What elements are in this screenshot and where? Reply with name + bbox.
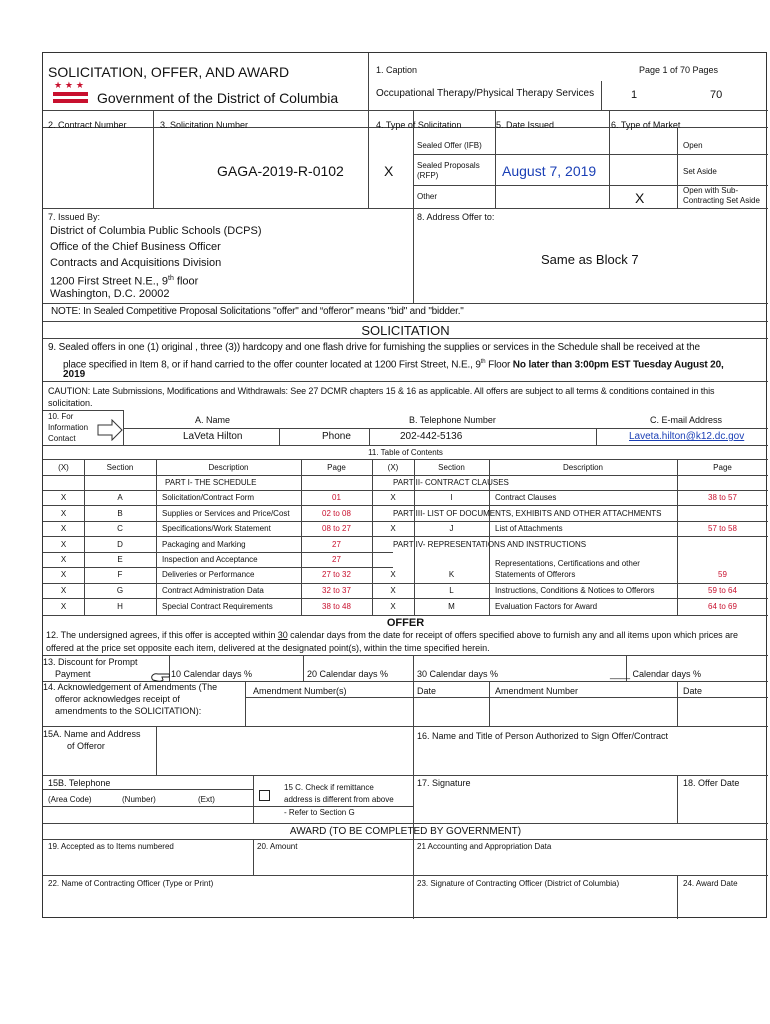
other-label: Other: [417, 192, 438, 201]
sealed-proposals-label: Sealed Proposals (RFP): [417, 161, 480, 180]
name-15a-label-2: of Offeror: [67, 741, 105, 751]
ack-label-1: 14. Acknowledgement of Amendments (The: [43, 682, 218, 692]
rule: [489, 681, 490, 726]
toc-part2: PART II- CONTRACT CLAUSES: [393, 478, 509, 487]
rule: [43, 839, 768, 840]
contact-label-1: 10. For: [48, 412, 74, 421]
rule: [43, 410, 123, 411]
rule: [156, 726, 157, 775]
discount-label-2: Payment: [55, 669, 91, 679]
telephone-15b-label: 15B. Telephone: [48, 778, 111, 788]
toc-left-page: 32 to 37: [322, 586, 351, 595]
rule: [413, 726, 414, 839]
discount-20-days: 20 Calendar days %: [307, 669, 389, 679]
toc-left-desc: Special Contract Requirements: [162, 602, 273, 611]
discount-10-days: 10 Calendar days %: [171, 669, 253, 679]
item12-line2: offered at the price set opposite each item, delivered at the designated point(s), within the time specified herein.: [46, 643, 490, 653]
issued-by-label: 7. Issued By:: [48, 212, 101, 222]
remittance-check-label-1: 15 C. Check if remittance: [284, 783, 374, 792]
rule: [43, 823, 768, 824]
rule: [413, 839, 414, 919]
toc-right-desc: Representations, Certifications and other: [495, 559, 640, 568]
toc-right-desc: Evaluation Factors for Award: [495, 602, 598, 611]
rule: [43, 208, 768, 209]
rule: [368, 110, 369, 208]
toc-left-desc: Solicitation/Contract Form: [162, 493, 255, 502]
solicitation-heading: SOLICITATION: [361, 323, 450, 338]
item9-line1: 9. Sealed offers in one (1) original , three (3)) hardcopy and one flash drive for furnishing the supplies or services in the Schedule shall be received at the: [48, 342, 700, 353]
contact-phone: 202-442-5136: [400, 431, 463, 442]
rule: [677, 127, 678, 208]
toc-left-x: X: [60, 509, 67, 518]
toc-left-page: 38 to 48: [322, 602, 351, 611]
rule: [413, 154, 768, 155]
rule: [601, 81, 602, 110]
contact-label-2: Information: [48, 423, 89, 432]
page-current: 1: [631, 89, 638, 101]
toc-right-sec: K: [448, 570, 455, 579]
rule: [303, 655, 304, 681]
rule: [369, 428, 370, 445]
contact-name: LaVeta Hilton: [183, 431, 243, 442]
checkbox-icon[interactable]: [259, 790, 270, 801]
toc-left-x: X: [60, 570, 67, 579]
toc-title: 11. Table of Contents: [368, 448, 443, 457]
toc-right-desc: Contract Clauses: [495, 493, 557, 502]
toc-left-page: 02 to 08: [322, 509, 351, 518]
rule: [123, 410, 124, 445]
toc-right-page: 59: [718, 570, 727, 579]
signature-17-label: 17. Signature: [417, 778, 471, 788]
rule: [43, 806, 413, 807]
toc-part3: PART III- LIST OF DOCUMENTS, EXHIBITS AND OTHER ATTACHMENTS: [393, 509, 662, 518]
item21-label: 21 Accounting and Appropriation Data: [417, 842, 552, 851]
toc-header: Page: [327, 463, 346, 472]
contract-number-label: 2. Contract Number: [48, 120, 127, 130]
item23-label: 23. Signature of Contracting Officer (District of Columbia): [417, 879, 620, 888]
contact-label-3: Contact: [48, 434, 76, 443]
date-issued-label: 5. Date Issued: [496, 120, 555, 130]
name-15a-label-1: 15A. Name and Address: [43, 729, 141, 739]
market-sub-contracting: Open with Sub-Contracting Set Aside: [683, 186, 760, 205]
note-text: NOTE: In Sealed Competitive Proposal Solicitations "offer" and “offeror” means "bid" and "bidder.": [51, 306, 464, 317]
date-issued: August 7, 2019: [502, 163, 597, 179]
rule: [413, 655, 414, 726]
item16-label: 16. Name and Title of Person Authorized to Sign Offer/Contract: [417, 731, 668, 741]
toc-right-sec: I: [450, 493, 453, 502]
toc-left-desc: Packaging and Marking: [162, 540, 246, 549]
item19-label: 19. Accepted as to Items numbered: [48, 842, 174, 851]
toc-right-x: X: [390, 586, 396, 595]
toc-left-sec: C: [117, 524, 123, 533]
toc-left-desc: Specifications/Work Statement: [162, 524, 271, 533]
discount-blank-days: ____ Calendar days %: [610, 669, 702, 679]
rule: [677, 875, 678, 919]
rule: [156, 459, 157, 615]
dc-flag-icon: [53, 81, 89, 105]
rule: [43, 521, 768, 522]
toc-left-desc: Inspection and Acceptance: [162, 555, 258, 564]
toc-right-desc: List of Attachments: [495, 524, 563, 533]
toc-part1: PART I- THE SCHEDULE: [165, 478, 257, 487]
toc-left-sec: A: [117, 493, 123, 502]
issued-by-line1: District of Columbia Public Schools (DCPS): [50, 225, 262, 237]
ack-label-3: amendments to the SOLICITATION):: [55, 706, 202, 716]
toc-right-page: 38 to 57: [708, 493, 737, 502]
rule: [43, 536, 768, 537]
award-heading: AWARD (TO BE COMPLETED BY GOVERNMENT): [289, 826, 522, 837]
item12-line1: 12. The undersigned agrees, if this offer is accepted within 30 calendar days from the date for receipt of offers specified above to furnish any and all items upon which prices are: [46, 630, 738, 640]
rule: [279, 428, 280, 445]
form-title: SOLICITATION, OFFER, AND AWARD: [48, 64, 290, 80]
toc-right-page: 59 to 64: [708, 586, 737, 595]
remittance-check-label-2: address is different from above: [284, 795, 394, 804]
amendment-date-label-2: Date: [683, 686, 703, 696]
toc-left-sec: B: [117, 509, 123, 518]
contact-phone-label: B. Telephone Number: [409, 415, 496, 425]
toc-right-page: 57 to 58: [708, 524, 737, 533]
solicitation-form: [42, 52, 767, 918]
item24-label: 24. Award Date: [683, 879, 738, 888]
toc-header: Description: [208, 463, 249, 472]
rule: [43, 789, 253, 790]
toc-part4: PART IV- REPRESENTATIONS AND INSTRUCTIONS: [393, 540, 587, 549]
rule: [43, 445, 768, 446]
sealed-offer-label: Sealed Offer (IFB): [417, 141, 482, 150]
area-code-label: (Area Code): [48, 795, 92, 804]
rule: [677, 681, 678, 726]
toc-right-sec: M: [448, 602, 455, 611]
toc-header: (X): [58, 463, 69, 472]
rule: [43, 321, 768, 322]
item22-label: 22. Name of Contracting Officer (Type or Print): [48, 879, 214, 888]
toc-right-desc: Instructions, Conditions & Notices to Offerors: [495, 586, 655, 595]
toc-header: Page: [713, 463, 732, 472]
toc-left-page: 27 to 32: [322, 570, 351, 579]
rule: [609, 110, 610, 208]
contact-phone-word: Phone: [322, 431, 351, 442]
rule: [43, 459, 768, 460]
rule: [245, 697, 768, 698]
page-label: Page 1 of 70 Pages: [639, 65, 719, 75]
toc-right-desc: Statements of Offerors: [495, 570, 576, 579]
toc-left-x: X: [60, 555, 67, 564]
rule: [413, 110, 414, 303]
offer-heading: OFFER: [386, 617, 425, 629]
solicitation-number: GAGA-2019-R-0102: [217, 163, 344, 179]
rule: [43, 490, 768, 491]
solicitation-number-label: 3. Solicitation Number: [160, 120, 249, 130]
rule: [253, 775, 254, 823]
issued-by-line4: 1200 First Street N.E., 9th floor: [50, 275, 199, 288]
toc-left-sec: E: [117, 555, 123, 564]
toc-right-x: X: [390, 602, 396, 611]
issued-by-line5: Washington, D.C. 20002: [50, 288, 170, 300]
toc-left-x: X: [60, 540, 67, 549]
rule: [368, 53, 369, 110]
offer-date-18-label: 18. Offer Date: [683, 778, 740, 788]
toc-right-sec: J: [449, 524, 454, 533]
rule: [43, 567, 393, 568]
address-offer-label: 8. Address Offer to:: [417, 212, 495, 222]
caution-line1: CAUTION: Late Submissions, Modifications and Withdrawals: See 27 DCMR chapters 15 & 16 as applicable. All offers are subject to all terms & conditions contained in this: [48, 386, 715, 396]
toc-header: Section: [438, 463, 465, 472]
remittance-check-label-3: - Refer to Section G: [284, 808, 355, 817]
svg-text:★ ★ ★: ★ ★ ★: [54, 81, 84, 91]
item9-line3: 2019: [63, 369, 86, 380]
issued-by-line3: Contracts and Acquisitions Division: [50, 257, 222, 269]
rule: [43, 875, 768, 876]
rule: [596, 428, 597, 445]
caption-value: Occupational Therapy/Physical Therapy Services: [376, 88, 595, 99]
toc-left-x: X: [60, 586, 67, 595]
page-total: 70: [710, 89, 723, 101]
rule: [153, 110, 154, 208]
rule: [43, 303, 768, 304]
rule: [43, 775, 768, 776]
toc-left-page: 01: [332, 493, 341, 502]
rule: [43, 598, 768, 599]
rule: [43, 110, 768, 111]
toc-right-x: X: [390, 493, 396, 502]
caption-label: 1. Caption: [376, 65, 418, 75]
toc-left-sec: F: [117, 570, 123, 579]
rule: [123, 428, 768, 429]
toc-left-page: 27: [332, 555, 341, 564]
contact-email-link[interactable]: Laveta.hilton@k12.dc.gov: [629, 431, 745, 442]
discount-label-1: 13. Discount for Prompt: [43, 657, 138, 667]
toc-right-sec: L: [449, 586, 454, 595]
toc-header: Section: [106, 463, 134, 472]
market-open: Open: [683, 141, 703, 150]
rule: [43, 655, 768, 656]
issued-by-line2: Office of the Chief Business Officer: [50, 241, 221, 253]
item9-line2: place specified in Item 8, or if hand carried to the offer counter located at 1200 First Street, N.E., 9th Floor No later than 3:00pm EST Tuesday August 20,: [63, 359, 724, 371]
toc-left-desc: Supplies or Services and Price/Cost: [162, 509, 290, 518]
market-mark: X: [635, 190, 645, 206]
toc-left-x: X: [60, 602, 67, 611]
toc-header: (X): [387, 463, 399, 472]
rule: [43, 552, 393, 553]
toc-right-x: X: [390, 570, 396, 579]
amendment-date-label: Date: [417, 686, 437, 696]
caution-line2: solicitation.: [48, 398, 93, 408]
discount-30-days: 30 Calendar days %: [417, 669, 499, 679]
amendment-numbers-label: Amendment Number(s): [253, 686, 347, 696]
address-offer-value: Same as Block 7: [541, 252, 639, 267]
toc-left-sec: H: [117, 602, 123, 611]
rule: [677, 775, 678, 823]
type-of-market-label: 6. Type of Market: [611, 120, 681, 130]
rule: [43, 583, 768, 584]
market-set-aside: Set Aside: [683, 167, 717, 176]
rule: [43, 726, 768, 727]
type-of-solicitation-label: 4. Type of Solicitation: [376, 120, 462, 130]
toc-left-desc: Deliveries or Performance: [162, 570, 255, 579]
rule: [43, 381, 768, 382]
toc-left-page: 27: [332, 540, 341, 549]
toc-left-x: X: [60, 493, 67, 502]
toc-left-sec: G: [116, 586, 124, 595]
toc-left-x: X: [60, 524, 67, 533]
toc-left-page: 08 to 27: [322, 524, 351, 533]
item20-label: 20. Amount: [257, 842, 298, 851]
rule: [43, 475, 768, 476]
ext-label: (Ext): [198, 795, 215, 804]
toc-right-x: X: [390, 524, 396, 533]
right-arrow-icon: [97, 419, 123, 441]
amendment-number-label: Amendment Number: [495, 686, 579, 696]
number-label: (Number): [122, 795, 156, 804]
toc-left-desc: Contract Administration Data: [162, 586, 264, 595]
contact-email-label: C. E-mail Address: [650, 415, 723, 425]
toc-right-page: 64 to 69: [708, 602, 737, 611]
proposal-mark: X: [384, 163, 394, 179]
contact-name-label: A. Name: [195, 415, 231, 425]
rule: [43, 505, 768, 506]
rule: [253, 839, 254, 875]
rule: [245, 681, 246, 726]
toc-left-sec: D: [117, 540, 123, 549]
government-name: Government of the District of Columbia: [97, 90, 339, 106]
ack-label-2: offeror acknowledges receipt of: [55, 694, 180, 704]
toc-header: Description: [562, 463, 603, 472]
